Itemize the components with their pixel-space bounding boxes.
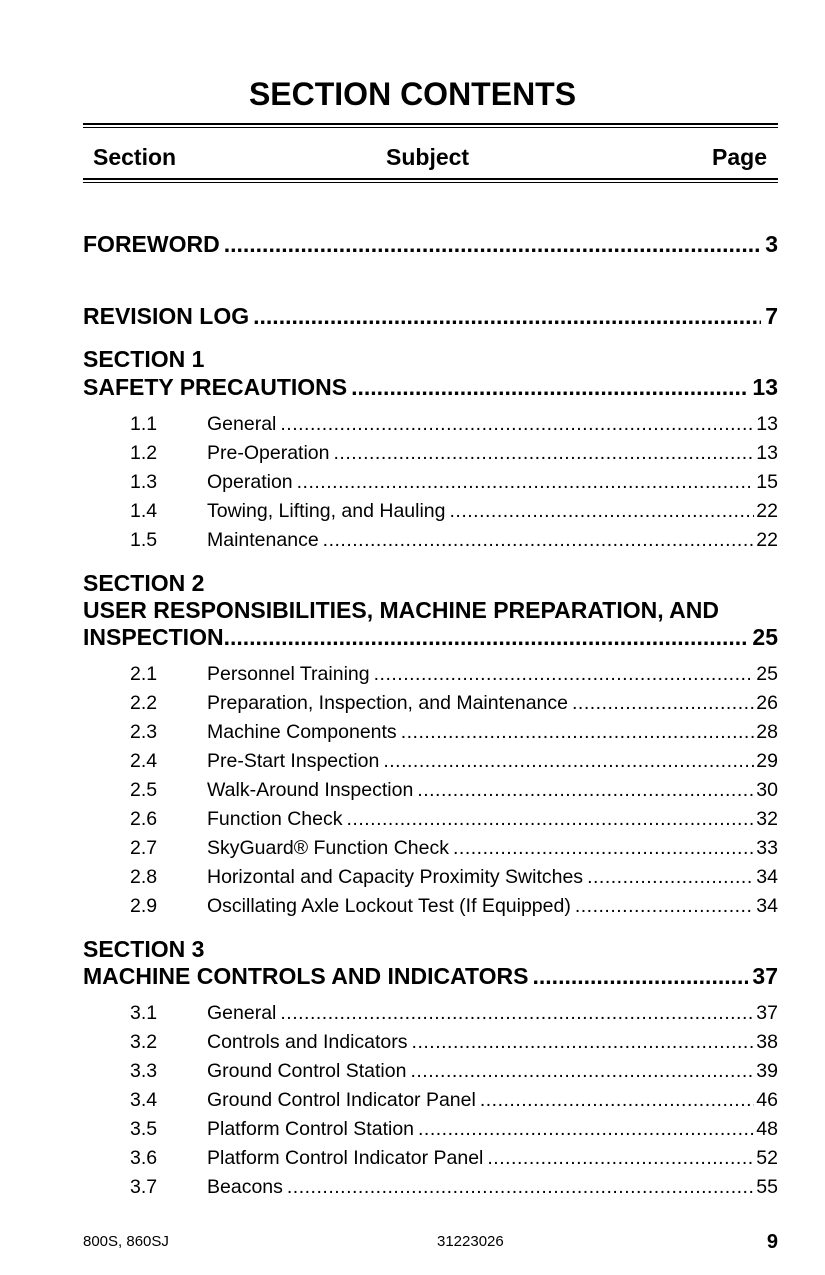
subentry-number: 1.1 [130, 413, 158, 435]
subentry-page: 34 [756, 866, 778, 888]
subentry-page: 46 [756, 1089, 778, 1111]
dot-leader [418, 1118, 754, 1141]
subentry-page: 52 [756, 1147, 778, 1169]
subentry-number: 3.3 [130, 1060, 158, 1082]
subentry-number: 2.8 [130, 866, 158, 888]
toc-entry-section-3[interactable] [83, 963, 778, 990]
toc-subentry[interactable] [130, 663, 778, 686]
dot-leader [453, 837, 754, 860]
subentry-page: 48 [756, 1118, 778, 1140]
toc-entry-revision-log[interactable] [83, 303, 778, 330]
column-header-section: Section [93, 144, 177, 170]
subentry-label: Function Check [207, 808, 343, 830]
dot-leader [383, 750, 754, 773]
subentry-number: 2.6 [130, 808, 158, 830]
dot-leader [401, 721, 755, 744]
toc-subentry[interactable] [130, 692, 778, 715]
subentry-page: 29 [756, 750, 778, 772]
toc-subentry[interactable] [130, 866, 778, 889]
subentry-page: 33 [756, 837, 778, 859]
dot-leader [374, 663, 755, 686]
subentry-number: 2.2 [130, 692, 158, 714]
toc-entry-page: 3 [765, 231, 778, 257]
subentry-number: 3.4 [130, 1089, 158, 1111]
subentry-page: 25 [756, 663, 778, 685]
subentry-label: Operation [207, 471, 293, 493]
subentry-number: 2.7 [130, 837, 158, 859]
section-3-heading: SECTION 3 [83, 936, 205, 962]
subentry-number: 1.3 [130, 471, 158, 493]
subentry-number: 1.2 [130, 442, 158, 464]
dot-leader [533, 963, 749, 990]
dot-leader [410, 1060, 754, 1083]
subentry-number: 3.1 [130, 1002, 158, 1024]
toc-entry-page: 37 [752, 963, 778, 989]
dot-leader [280, 413, 754, 436]
toc-entry-label: SAFETY PRECAUTIONS [83, 374, 348, 400]
toc-subentry[interactable] [130, 500, 778, 523]
toc-subentry[interactable] [130, 779, 778, 802]
toc-subentry[interactable] [130, 442, 778, 465]
dot-leader [417, 779, 754, 802]
subentry-number: 2.4 [130, 750, 158, 772]
toc-entry-label: INSPECTION [83, 624, 224, 650]
dot-leader [412, 1031, 755, 1054]
toc-entry-foreword[interactable] [83, 231, 778, 258]
subentry-label: SkyGuard® Function Check [207, 837, 449, 859]
toc-subentry[interactable] [130, 529, 778, 552]
subentry-label: Platform Control Indicator Panel [207, 1147, 484, 1169]
toc-subentry[interactable] [130, 1147, 778, 1170]
subentry-page: 15 [756, 471, 778, 493]
section-2-heading: SECTION 2 [83, 570, 205, 596]
toc-subentry[interactable] [130, 1089, 778, 1112]
subentry-label: Machine Components [207, 721, 397, 743]
subentry-label: Maintenance [207, 529, 319, 551]
toc-subentry[interactable] [130, 1060, 778, 1083]
subentry-page: 22 [756, 529, 778, 551]
toc-entry-section-2[interactable] [83, 624, 778, 651]
subentry-page: 37 [756, 1002, 778, 1024]
subentry-number: 3.6 [130, 1147, 158, 1169]
section-1-heading: SECTION 1 [83, 346, 205, 372]
footer-doc-number: 31223026 [437, 1233, 504, 1250]
subentry-label: Ground Control Indicator Panel [207, 1089, 476, 1111]
subentry-label: General [207, 413, 277, 435]
toc-entry-label: MACHINE CONTROLS AND INDICATORS [83, 963, 529, 989]
subentry-page: 30 [756, 779, 778, 801]
subentry-label: Preparation, Inspection, and Maintenance [207, 692, 568, 714]
subentry-number: 2.3 [130, 721, 158, 743]
toc-subentry[interactable] [130, 1176, 778, 1199]
subentry-page: 38 [756, 1031, 778, 1053]
subentry-page: 28 [756, 721, 778, 743]
toc-subentry[interactable] [130, 471, 778, 494]
toc-entry-page: 7 [765, 303, 778, 329]
toc-subentry[interactable] [130, 1118, 778, 1141]
footer-models: 800S, 860SJ [83, 1233, 169, 1250]
dot-leader [575, 895, 754, 918]
subentry-label: Horizontal and Capacity Proximity Switches [207, 866, 584, 888]
subentry-label: Pre-Operation [207, 442, 330, 464]
column-header-subject: Subject [386, 144, 470, 170]
footer-page-number: 9 [766, 1231, 778, 1253]
dot-leader [280, 1002, 754, 1025]
toc-subentry[interactable] [130, 1031, 778, 1054]
dot-leader [480, 1089, 754, 1112]
subentry-number: 3.5 [130, 1118, 158, 1140]
subentry-label: Pre-Start Inspection [207, 750, 380, 772]
toc-subentry[interactable] [130, 413, 778, 436]
subentry-page: 34 [756, 895, 778, 917]
subentry-page: 26 [756, 692, 778, 714]
subentry-number: 3.2 [130, 1031, 158, 1053]
toc-subentry[interactable] [130, 721, 778, 744]
subentry-label: General [207, 1002, 277, 1024]
subentry-page: 55 [756, 1176, 778, 1198]
toc-subentry[interactable] [130, 837, 778, 860]
subentry-page: 13 [756, 442, 778, 464]
toc-entry-label: FOREWORD [83, 231, 220, 257]
subentry-label: Controls and Indicators [207, 1031, 408, 1053]
dot-leader [572, 692, 754, 715]
toc-subentry[interactable] [130, 895, 778, 918]
subentry-number: 2.1 [130, 663, 158, 685]
toc-entry-label: REVISION LOG [83, 303, 250, 329]
subentry-page: 22 [756, 500, 778, 522]
subentry-number: 1.5 [130, 529, 158, 551]
dot-leader [253, 303, 761, 330]
page-title: SECTION CONTENTS [248, 76, 577, 112]
subentry-number: 3.7 [130, 1176, 158, 1198]
section-2-title-line-1: USER RESPONSIBILITIES, MACHINE PREPARATION, AND [83, 597, 719, 623]
subentry-label: Beacons [207, 1176, 283, 1198]
subentry-label: Oscillating Axle Lockout Test (If Equipped) [207, 895, 571, 917]
dot-leader [450, 500, 755, 523]
subentry-label: Platform Control Station [207, 1118, 415, 1140]
toc-entry-section-1[interactable] [83, 374, 778, 401]
dot-leader [587, 866, 754, 889]
toc-subentry[interactable] [130, 808, 778, 831]
dot-leader [323, 529, 755, 552]
subentry-label: Towing, Lifting, and Hauling [207, 500, 446, 522]
dot-leader [487, 1147, 754, 1170]
subentry-label: Walk-Around Inspection [207, 779, 414, 801]
subentry-page: 32 [756, 808, 778, 830]
subentry-page: 39 [756, 1060, 778, 1082]
dot-leader [333, 442, 754, 465]
toc-entry-page: 13 [752, 374, 778, 400]
toc-subentry[interactable] [130, 1002, 778, 1025]
subentry-label: Ground Control Station [207, 1060, 407, 1082]
subentry-number: 2.9 [130, 895, 158, 917]
toc-subentry[interactable] [130, 750, 778, 773]
dot-leader [224, 231, 761, 258]
dot-leader [351, 374, 748, 401]
subentry-number: 1.4 [130, 500, 158, 522]
subentry-label: Personnel Training [207, 663, 370, 685]
header-rule-top [83, 123, 778, 128]
dot-leader [297, 471, 755, 494]
toc-entry-page: 25 [752, 624, 778, 650]
header-rule-bottom [83, 178, 778, 183]
subentry-page: 13 [756, 413, 778, 435]
column-header-page: Page [712, 144, 767, 170]
dot-leader [287, 1176, 754, 1199]
dot-leader [346, 808, 754, 831]
subentry-number: 2.5 [130, 779, 158, 801]
dot-leader [224, 624, 749, 651]
